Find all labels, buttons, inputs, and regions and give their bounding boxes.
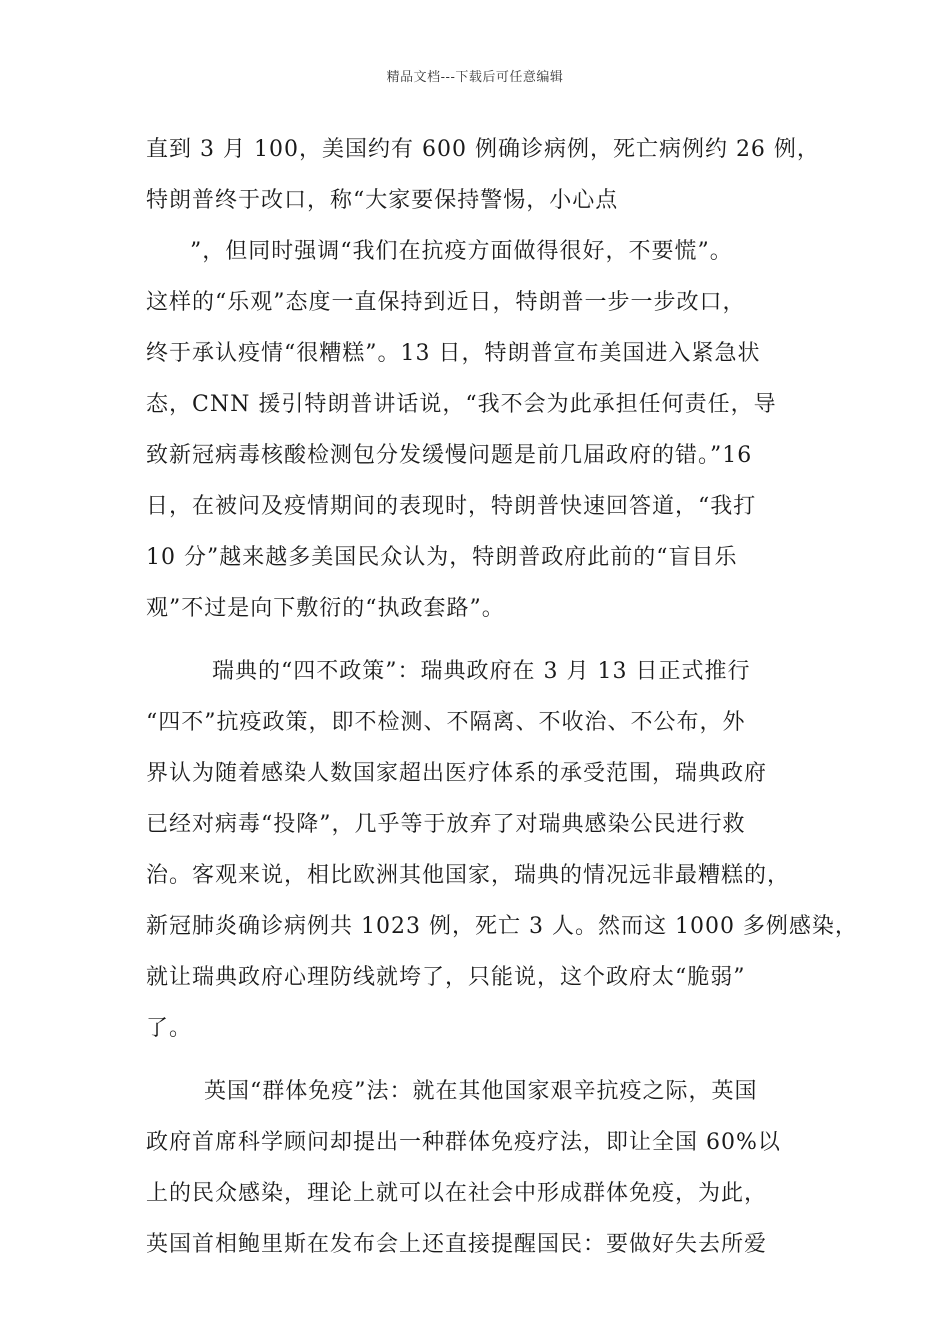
paragraph-uk	[146, 1066, 826, 1270]
text-line: 直到 3 月 100，美国约有 600 例确诊病例，死亡病例约 26 例，	[146, 137, 820, 162]
text-line: “四不”抗疫政策，即不检测、不隔离、不收治、不公布，外	[146, 710, 746, 735]
text-line: 瑞典的“四不政策”：瑞典政府在 3 月 13 日正式推行	[212, 659, 751, 684]
text-line: 政府首席科学顾问却提出一种群体免疫疗法，即让全国 60%以	[146, 1130, 781, 1155]
paragraph-us	[146, 124, 826, 634]
text-line: 已经对病毒“投降”，几乎等于放弃了对瑞典感染公民进行救	[146, 812, 746, 837]
text-line: 态，CNN 援引特朗普讲话说，“我不会为此承担任何责任，导	[146, 392, 777, 417]
text-line: 就让瑞典政府心理防线就垮了，只能说，这个政府太“脆弱”	[146, 965, 746, 990]
document-body	[146, 124, 858, 1270]
text-line: 英国“群体免疫”法：就在其他国家艰辛抗疫之际，英国	[204, 1079, 758, 1104]
text-line: 治。客观来说，相比欧洲其他国家，瑞典的情况远非最糟糕的，	[146, 863, 791, 888]
text-line: 日，在被问及疫情期间的表现时，特朗普快速回答道，“我打	[146, 494, 757, 519]
page-header: 精品文档---下载后可任意编辑	[386, 70, 564, 85]
text-line: 上的民众感染，理论上就可以在社会中形成群体免疫，为此，	[146, 1181, 768, 1206]
text-line: 10 分”越来越多美国民众认为，特朗普政府此前的“盲目乐	[146, 545, 738, 570]
text-line: 界认为随着感染人数国家超出医疗体系的承受范围，瑞典政府	[146, 761, 768, 786]
text-line: ”，但同时强调“我们在抗疫方面做得很好，不要慌”。	[190, 239, 733, 264]
text-line: 新冠肺炎确诊病例共 1023 例，死亡 3 人。然而这 1000 多例感染，	[146, 914, 858, 939]
paragraph-sweden	[146, 646, 858, 1054]
text-line: 致新冠病毒核酸检测包分发缓慢问题是前几届政府的错。”16	[146, 443, 753, 468]
text-line: 终于承认疫情“很糟糕”。13 日，特朗普宣布美国进入紧急状	[146, 341, 761, 366]
text-line: 这样的“乐观”态度一直保持到近日，特朗普一步一步改口，	[146, 290, 746, 315]
text-line: 特朗普终于改口，称“大家要保持警惕，小心点	[146, 188, 619, 213]
text-line: 英国首相鲍里斯在发布会上还直接提醒国民：要做好失去所爱	[146, 1232, 768, 1257]
text-line: 观”不过是向下敷衍的“执政套路”。	[146, 596, 505, 621]
text-line: 了。	[146, 1016, 193, 1041]
